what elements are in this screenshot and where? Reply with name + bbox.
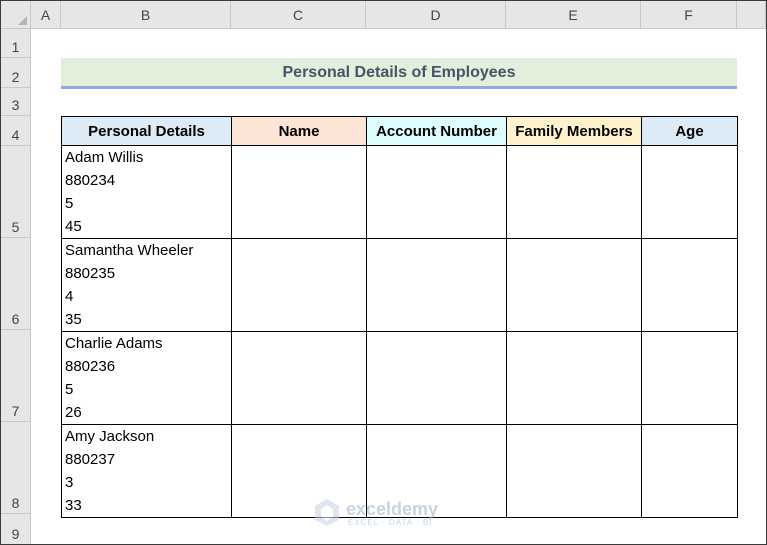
row-header-1[interactable]: 1 [1,29,31,58]
name-cell[interactable] [232,332,367,425]
select-all-button[interactable] [1,1,31,29]
detail-line: 26 [65,404,82,421]
detail-line: 3 [65,474,74,491]
detail-line: 880236 [65,358,116,375]
row-header-9[interactable]: 9 [1,514,31,544]
row-header-5[interactable]: 5 [1,146,31,238]
personal-details-cell[interactable] [62,146,232,239]
exceldemy-watermark [312,497,462,527]
select-all-icon [18,16,27,25]
detail-line: 4 [65,288,74,305]
table-row [62,239,738,332]
sheet-title: Personal Details of Employees [282,64,516,81]
age-cell[interactable] [642,332,738,425]
age-cell[interactable] [642,425,738,518]
watermark-name: exceldemy [346,499,439,519]
detail-line: 45 [65,218,82,235]
header-family-members[interactable]: Family Members [507,117,642,146]
row-header-2[interactable]: 2 [1,58,31,88]
row-header-7[interactable]: 7 [1,330,31,422]
age-cell[interactable] [642,239,738,332]
employee-table [61,116,738,518]
column-header-b[interactable]: B [61,1,231,29]
row-header-6[interactable]: 6 [1,238,31,330]
detail-line: 880235 [65,265,116,282]
family-members-cell[interactable] [507,239,642,332]
personal-details-cell[interactable] [62,425,232,518]
row-header-4[interactable]: 4 [1,116,31,146]
personal-details-cell[interactable] [62,239,232,332]
column-header-d[interactable]: D [366,1,506,29]
family-members-cell[interactable] [507,146,642,239]
title-underline [61,86,737,89]
header-account-number[interactable]: Account Number [367,117,507,146]
column-header-a[interactable]: A [31,1,61,29]
exceldemy-logo-icon [312,497,342,527]
column-header-c[interactable]: C [231,1,366,29]
header-name[interactable]: Name [232,117,367,146]
column-header-e[interactable]: E [506,1,641,29]
column-header-blank[interactable] [737,1,766,29]
name-cell[interactable] [232,146,367,239]
watermark-tagline: EXCEL · DATA · BI [348,518,433,527]
detail-line: Amy Jackson [65,428,155,445]
detail-line: Charlie Adams [65,335,163,352]
header-personal-details[interactable]: Personal Details [62,117,232,146]
header-row [62,117,738,146]
row-header-3[interactable]: 3 [1,88,31,116]
detail-line: 880234 [65,172,116,189]
account-number-cell[interactable] [367,332,507,425]
detail-line: 880237 [65,451,116,468]
detail-line: 33 [65,497,82,514]
row-header-8[interactable]: 8 [1,422,31,514]
table-row [62,332,738,425]
name-cell[interactable] [232,239,367,332]
detail-line: Adam Willis [65,149,144,166]
family-members-cell[interactable] [507,425,642,518]
detail-line: Samantha Wheeler [65,242,194,259]
family-members-cell[interactable] [507,332,642,425]
header-age[interactable]: Age [642,117,738,146]
detail-line: 35 [65,311,82,328]
column-header-f[interactable]: F [641,1,737,29]
account-number-cell[interactable] [367,239,507,332]
detail-line: 5 [65,381,74,398]
age-cell[interactable] [642,146,738,239]
account-number-cell[interactable] [367,146,507,239]
detail-line: 5 [65,195,74,212]
personal-details-cell[interactable] [62,332,232,425]
table-row [62,146,738,239]
